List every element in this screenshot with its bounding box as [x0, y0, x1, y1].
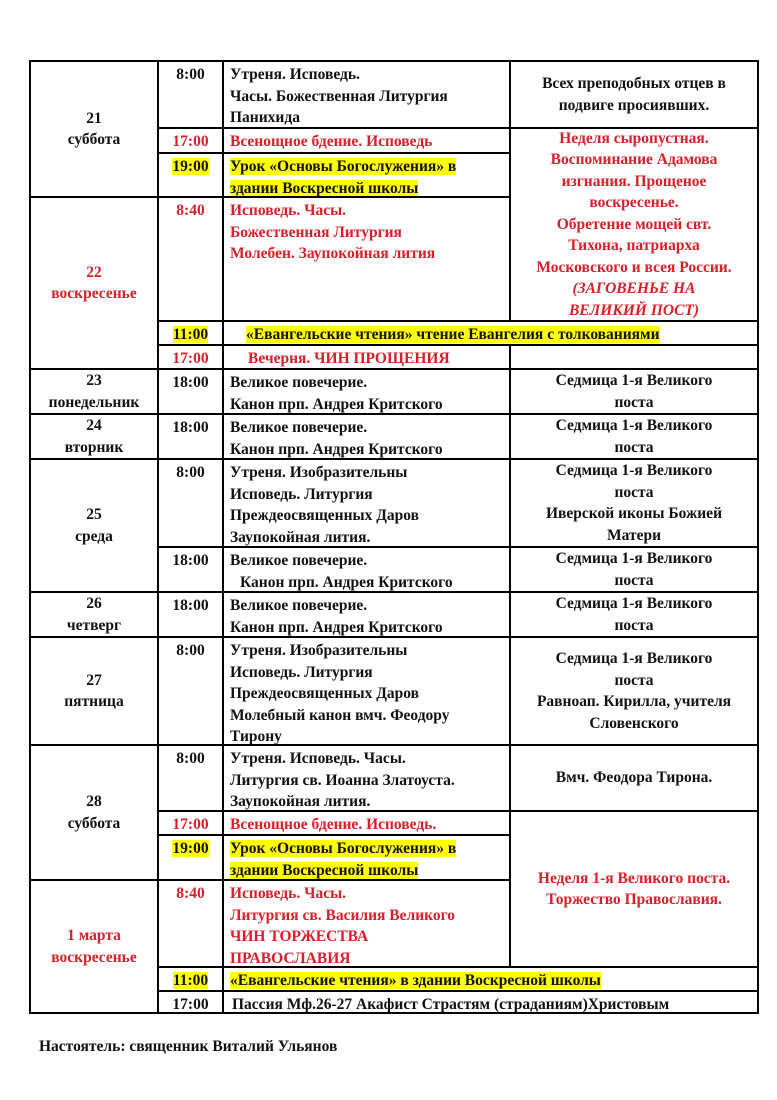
service-text: Утреня. Исповедь.: [230, 66, 360, 83]
service-time-cell: [157, 458, 224, 548]
day-cell: [29, 368, 159, 415]
service-time: 18:00: [172, 552, 209, 569]
service-line: [230, 905, 509, 927]
feast-note-cell: [509, 458, 759, 548]
service-text-emphasis: ЧИН ПРОЩЕНИЯ: [314, 350, 450, 367]
feast-note-cell: [509, 744, 759, 812]
feast-note-cell: [509, 368, 759, 415]
service-description-cell: [222, 152, 511, 198]
service-description-cell: [222, 368, 511, 415]
service-description-cell: [222, 413, 511, 460]
feast-note-line: Воспоминание Адамова: [550, 151, 718, 169]
feast-note-line: поста: [614, 483, 654, 501]
service-line: [230, 883, 509, 905]
service-description-cell: [222, 127, 511, 154]
feast-note-line: воскресенье.: [589, 194, 679, 212]
service-text: Исповедь. Литургия: [230, 485, 373, 503]
service-time: 18:00: [172, 597, 209, 614]
feast-note-italic-line: ВЕЛИКИЙ ПОСТ): [568, 301, 700, 319]
feast-note-cell: [509, 591, 759, 638]
service-time: 11:00: [172, 972, 209, 989]
day-cell: [29, 196, 159, 370]
day-number: 21: [86, 109, 102, 127]
service-line: [230, 705, 509, 727]
feast-note-line: Словенского: [589, 714, 679, 732]
service-line: [230, 243, 509, 265]
service-time: 8:00: [176, 642, 205, 659]
service-description-cell: [222, 458, 511, 548]
service-time: 17:00: [172, 133, 209, 150]
service-line: [230, 948, 509, 969]
service-description-cell: [222, 810, 511, 836]
day-number: 28: [86, 793, 102, 810]
day-cell: [29, 458, 159, 593]
feast-note-cell: [509, 810, 759, 968]
service-line: [230, 505, 509, 527]
service-time: 17:00: [172, 350, 209, 367]
service-description-cell: [222, 196, 511, 322]
service-line: [230, 595, 509, 617]
service-time-cell: [157, 368, 224, 415]
feast-note-line: Торжество Православия.: [546, 891, 722, 908]
feast-note-line: поста: [614, 616, 654, 634]
service-description-cell: [222, 546, 511, 593]
feast-note-line: Равноап. Кирилла, учителя: [536, 693, 732, 710]
weekday: воскресенье: [51, 285, 137, 302]
feast-note-italic-line: (ЗАГОВЕНЬЕ НА: [572, 280, 696, 298]
feast-note-line: поста: [614, 393, 654, 411]
service-time: 8:00: [176, 750, 205, 767]
feast-note-line: поста: [614, 671, 654, 689]
service-line: [230, 372, 509, 394]
feast-note-line: поста: [614, 438, 654, 456]
service-description-cell: [222, 879, 511, 968]
service-description-cell: [222, 990, 759, 1014]
service-text: Утреня. Изобразительны: [230, 642, 408, 659]
service-line: [230, 726, 509, 746]
service-text: Преждеосвященных Даров: [230, 507, 420, 524]
service-time-cell: [157, 127, 224, 154]
day-cell: [29, 60, 159, 198]
service-text: Исповедь. Часы.: [230, 885, 347, 902]
weekday: понедельник: [48, 393, 140, 411]
day-number: 27: [86, 671, 102, 689]
service-line: [230, 860, 509, 882]
service-time-cell: [157, 834, 224, 881]
service-line: [230, 222, 509, 244]
service-description-cell: [222, 744, 511, 812]
day-cell: [29, 879, 159, 1014]
service-description-cell: [222, 636, 511, 746]
service-time-cell: [157, 744, 224, 812]
service-time-cell: [157, 990, 224, 1014]
feast-note-line: Седмица 1-я Великого: [555, 650, 713, 667]
feast-note-line: Матери: [606, 526, 662, 544]
service-text: Исповедь. Литургия: [230, 663, 373, 681]
service-text: «Евангельские чтения» чтение Евангелия с толкованиями: [246, 326, 660, 343]
service-text: Урок «Основы Богослужения» в: [230, 840, 457, 857]
service-line: [230, 131, 509, 153]
service-description-cell: [222, 320, 759, 346]
service-line: [230, 662, 509, 684]
service-time: 8:00: [176, 66, 205, 83]
service-text: Великое повечерие.: [230, 419, 368, 436]
service-line: [230, 838, 509, 860]
service-text: Великое повечерие.: [230, 552, 368, 569]
service-line: [230, 64, 509, 86]
day-number: 23: [86, 372, 102, 389]
service-time: 8:00: [176, 464, 205, 481]
service-line: [230, 200, 509, 222]
service-time-cell: [157, 636, 224, 746]
service-text: Утреня. Изобразительны: [230, 464, 408, 481]
service-time: 18:00: [172, 419, 209, 436]
service-description-cell: [222, 60, 511, 129]
service-time-cell: [157, 810, 224, 836]
service-time-cell: [157, 413, 224, 460]
service-text: ПРАВОСЛАВИЯ: [230, 949, 351, 967]
service-line: [230, 791, 509, 812]
service-text: Пассия Мф.26-27 Акафист Страстям (страданиям)Христовым: [232, 996, 670, 1013]
service-line: [230, 156, 509, 178]
service-time-cell: [157, 546, 224, 593]
feast-note-line: Седмица 1-я Великого: [555, 417, 713, 434]
service-line: [230, 178, 509, 199]
feast-note-line: Всех преподобных отцев в: [542, 75, 726, 92]
service-description-cell: [222, 344, 511, 370]
service-line: [230, 394, 509, 416]
empty-note-cell: [509, 344, 759, 370]
service-text: Божественная Литургия: [230, 223, 402, 241]
service-text: Панихида: [230, 109, 300, 126]
service-text: Заупокойная лития.: [230, 528, 371, 546]
service-text: Молебен. Заупокойная лития: [230, 245, 436, 262]
feast-note-line: Неделя сыропустная.: [559, 129, 709, 147]
service-description-cell: [222, 966, 759, 992]
weekday: воскресенье: [51, 948, 137, 966]
service-line: [230, 640, 509, 662]
service-time: 19:00: [172, 158, 209, 175]
weekday: суббота: [67, 814, 121, 832]
day-number: 26: [86, 595, 102, 612]
service-text: Исповедь. Часы.: [230, 202, 347, 219]
feast-note-cell: [509, 60, 759, 129]
weekday: четверг: [66, 616, 122, 634]
feast-note-line: Седмица 1-я Великого: [555, 550, 713, 567]
weekday: вторник: [64, 438, 124, 456]
service-time-cell: [157, 196, 224, 322]
service-line: [230, 970, 757, 992]
service-line: [230, 484, 509, 506]
service-line: [230, 527, 509, 549]
service-time: 11:00: [172, 326, 209, 343]
service-text: здании Воскресной школы: [230, 861, 419, 879]
feast-note-cell: [509, 636, 759, 746]
service-text: Молебный канон вмч. Феодору: [230, 706, 450, 724]
service-time-cell: [157, 60, 224, 129]
service-description-cell: [222, 591, 511, 638]
service-text: Всенощное бдение. Исповедь: [230, 133, 433, 150]
day-cell: [29, 591, 159, 638]
service-time-cell: [157, 591, 224, 638]
weekday: пятница: [64, 693, 124, 710]
service-text: Вечерня.: [248, 350, 315, 367]
service-line: [248, 348, 509, 370]
feast-note-cell: [509, 413, 759, 460]
day-cell: [29, 636, 159, 746]
service-text: здании Воскресной школы: [230, 179, 419, 197]
feast-note-line: Обретение мощей свт.: [556, 215, 712, 233]
service-time-cell: [157, 152, 224, 198]
service-time-cell: [157, 879, 224, 968]
day-cell: [29, 413, 159, 460]
feast-note-line: Неделя 1-я Великого поста.: [537, 869, 731, 887]
service-text: Тирону: [230, 728, 282, 745]
service-time-cell: [157, 320, 224, 346]
service-text: Утреня. Исповедь. Часы.: [230, 750, 406, 767]
service-line: [230, 683, 509, 705]
service-line: [230, 439, 509, 461]
service-text: Урок «Основы Богослужения» в: [230, 158, 457, 175]
service-line: [230, 814, 509, 836]
feast-note-cell: [509, 546, 759, 593]
service-text: Заупокойная лития.: [230, 793, 371, 810]
service-line: [230, 770, 509, 792]
day-number: 22: [86, 263, 102, 281]
service-text: Литургия св. Василия Великого: [230, 906, 455, 924]
day-number: 25: [86, 506, 102, 523]
service-line: [230, 617, 509, 639]
service-text: Всенощное бдение. Исповедь.: [230, 816, 437, 833]
service-line: [230, 572, 509, 594]
service-text: Канон прп. Андрея Критского: [240, 573, 453, 591]
feast-note-line: Седмица 1-я Великого: [555, 462, 713, 479]
service-line: [230, 107, 509, 129]
service-text: «Евангельские чтения» в здании Воскресной школы: [230, 972, 601, 989]
service-time: 19:00: [172, 840, 209, 857]
service-time: 8:40: [176, 202, 205, 219]
service-text: Канон прп. Андрея Критского: [230, 440, 443, 458]
service-time: 17:00: [172, 816, 209, 833]
service-text: Часы. Божественная Литургия: [230, 87, 448, 105]
service-line: [246, 324, 757, 346]
service-description-cell: [222, 834, 511, 881]
weekday: среда: [75, 527, 113, 545]
service-text: Великое повечерие.: [230, 597, 368, 614]
service-line: [230, 462, 509, 484]
feast-note-line: Тихона, патриарха: [568, 237, 700, 255]
service-line: [230, 550, 509, 572]
service-time: 17:00: [172, 996, 209, 1013]
feast-note-cell: [509, 127, 759, 322]
feast-note-line: Иверской иконы Божией: [546, 505, 722, 522]
service-text: Канон прп. Андрея Критского: [230, 618, 443, 636]
day-number: 1 марта: [67, 927, 121, 944]
feast-note-line: изгнания. Прощеное: [561, 172, 707, 190]
service-text: Великое повечерие.: [230, 374, 368, 391]
rector-signature: Настоятель: священник Виталий Ульянов: [39, 1038, 338, 1055]
weekday: суббота: [67, 131, 121, 148]
service-line: [230, 926, 509, 948]
service-line: [230, 748, 509, 770]
service-text: Канон прп. Андрея Критского: [230, 395, 443, 413]
day-number: 24: [86, 417, 102, 434]
feast-note-line: Седмица 1-я Великого: [555, 595, 713, 612]
service-text: Литургия св. Иоанна Златоуста.: [230, 771, 455, 789]
service-text: ЧИН ТОРЖЕСТВА: [230, 928, 369, 945]
feast-note-line: подвиге просиявших.: [558, 96, 710, 114]
service-line: [230, 417, 509, 439]
service-time: 18:00: [172, 374, 209, 391]
service-line: [230, 86, 509, 108]
feast-note-line: Московского и всея России.: [536, 258, 732, 276]
service-text: Преждеосвященных Даров: [230, 685, 420, 702]
service-time-cell: [157, 344, 224, 370]
service-line: [232, 994, 757, 1014]
feast-note-line: Вмч. Феодора Тирона.: [555, 769, 713, 787]
feast-note-line: Седмица 1-я Великого: [555, 372, 713, 389]
day-cell: [29, 744, 159, 881]
service-time: 8:40: [176, 885, 205, 902]
service-time-cell: [157, 966, 224, 992]
feast-note-line: поста: [614, 571, 654, 589]
